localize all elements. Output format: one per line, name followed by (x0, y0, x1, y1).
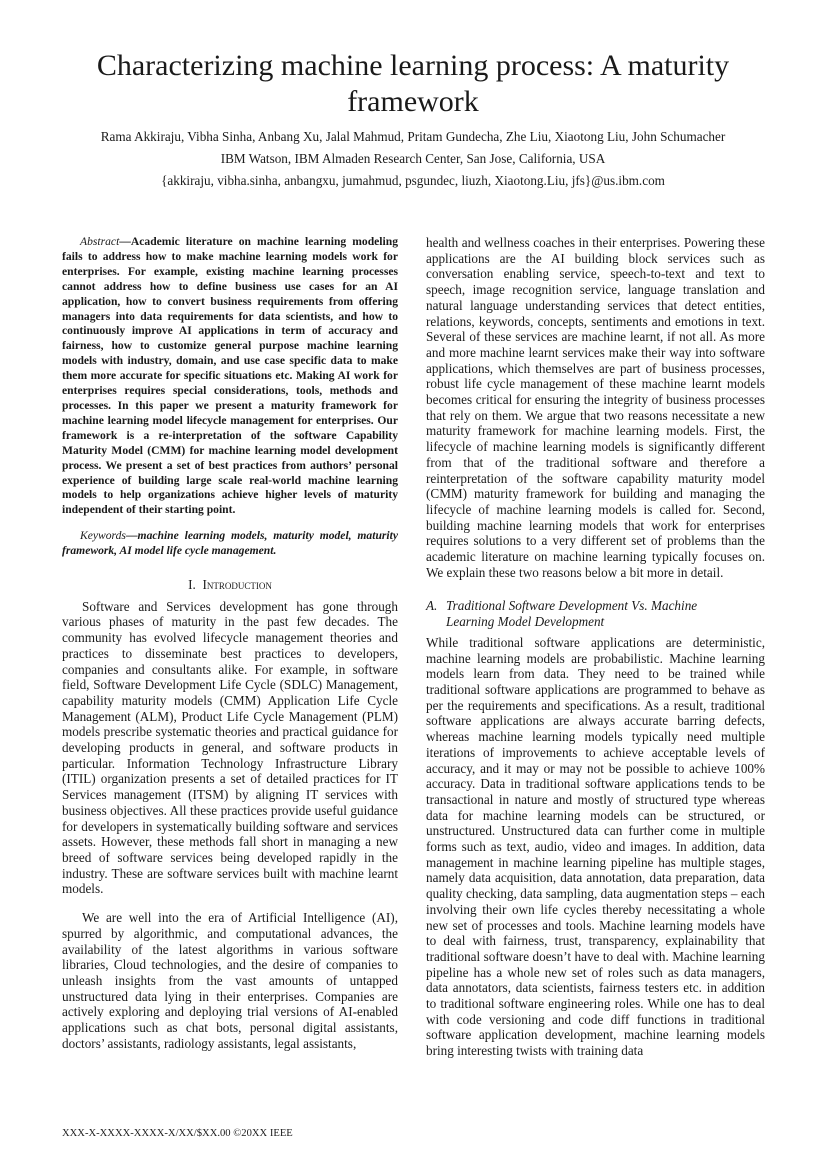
subsection-a-paragraph: While traditional software applications are deterministic, machine learning models are probabilistic. Machine learning models learn from data. They need to be trained while traditional software applications are programmed to behave as per the requirements and specifications. As a result, traditional software applications are always accurate barring defects, whereas machine learning models typically need multiple iterations of improvements to achieve acceptable levels of accuracy, and it may or may not be possible to achieve 100% accuracy. Data in traditional software applications tends to be transactional in nature and mostly of structured type whereas data for machine learning models can be structured, or unstructured. Unstructured data can further come in multiple forms such as text, audio, video and images. In addition, data management in machine learning pipeline has multiple stages, namely data acquisition, data annotation, data preparation, data quality checking, data sampling, data augmentation steps – each involving their own life cycles thereby necessitating a whole new set of processes and tools. Machine learning models have to deal with fairness, trust, transparency, explainability that traditional software doesn’t have to deal with. Machine learning pipeline has a whole new set of roles such as data managers, data annotators, data scientists, fairness testers etc. in addition to traditional software engineering roles. While one has to deal with code versioning and code diff functions in traditional software application development, machine learning models bring interesting twists with training data (426, 634, 765, 1059)
intro-paragraph-2: We are well into the era of Artificial Intelligence (AI), spurred by algorithmic, and computational advances, the availability of the latest algorithms in various software libraries, Cloud technologies, and the desire of companies to unleash insights from the vast amounts of untapped unstructured data lying in their enterprises. Companies are actively exploring and deploying trial versions of AI-enabled applications such as chat bots, personal digital assistants, doctors’ assistants, radiology assistants, legal assistants, (62, 910, 398, 1051)
affiliation: IBM Watson, IBM Almaden Research Center, San Jose, California, USA (220, 151, 606, 166)
abstract (62, 235, 398, 518)
intro-paragraph-2-continued: health and wellness coaches in their enterprises. Powering these applications are the AI building block services such as conversation enabling service, speech-to-text and text to speech, image recognition service, language translation and natural language understanding services that detect entities, relations, keywords, concepts, sentiments and emotions in text. Several of these services are machine learnt, if not all. As more and more machine learnt services make their way into software applications, which themselves are part of business processes, robust life cycle management of these machine learnt models becomes critical for ensuring the integrity of business processes that rely on them. We argue that two reasons necessitate a new maturity framework for machine learning models. First, the lifecycle of machine learning models is significantly different from that of the traditional software and therefore a reinterpretation of the software capability maturity model (CMM) maturity framework for building and managing the lifecycle of machine learning models is called for. Second, building machine learning models that work for enterprises requires solutions to a very different set of problems than the academic literature on machine learning typically focuses on. We explain these two reasons below a bit more in detail. (426, 235, 765, 580)
author-emails: {akkiraju, vibha.sinha, anbangxu, jumahmud, psgundec, liuzh, Xiaotong.Liu, jfs}@us.ibm.com (161, 173, 665, 188)
left-column (62, 235, 398, 1051)
subsection-title-line2: Learning Model Development (446, 614, 605, 630)
paper-title: Characterizing machine learning process: A maturity framework (96, 49, 730, 118)
keywords (62, 529, 398, 559)
abstract-text: —Academic literature on machine learning modeling fails to address how to make machine learning models work for enterprises. For example, existing machine learning processes cannot address how to define business use cases for an AI application, how to convert business requirements from offering managers into data requirements for data scientists, and how to continuously improve AI applications in term of accuracy and fairness, how to customize general purpose machine learning models with industry, domain, and use case specific data to make them more accurate for specific situations etc. Making AI work for enterprises requires special considerations, tools, methods and processes. In this paper we present a maturity framework for machine learning model lifecycle management for enterprises. Our framework is a re-interpretation of the software Capability Maturity Model (CMM) for machine learning model development process. We present a set of best practices from authors’ personal experience of building large scale real-world machine learning models to help organizations achieve higher levels of maturity independent of their starting point. (62, 235, 398, 517)
right-column (426, 235, 765, 1059)
section-numeral: I. (188, 577, 196, 593)
copyright-footer: XXX-X-XXXX-XXXX-X/XX/$XX.00 ©20XX IEEE (62, 1128, 293, 1139)
subsection-letter: A. (426, 598, 438, 614)
subsection-title-line1: Traditional Software Development Vs. Machine (446, 598, 698, 614)
section-heading-introduction (62, 577, 398, 593)
author-list: Rama Akkiraju, Vibha Sinha, Anbang Xu, Jalal Mahmud, Pritam Gundecha, Zhe Liu, Xiaotong Liu, John Schumacher (100, 129, 726, 144)
section-title: Introduction (202, 577, 272, 593)
abstract-lead: Abstract (80, 235, 120, 248)
keywords-lead: Keywords (80, 529, 126, 543)
subsection-heading-a (426, 598, 765, 629)
keywords-text: —machine learning models, maturity model, maturity framework, AI model life cycle management. (62, 529, 398, 558)
intro-paragraph-1: Software and Services development has gone through various phases of maturity in the past few decades. The community has evolved lifecycle management theories and practices to disseminate best practices to developers, companies and consultants alike. For example, in software field, Software Development Life Cycle (SDLC) Management, capability maturity models (CMM) Application Life Cycle Management (ALM), Product Life Cycle Management (PLM) models prescribe systematic theories and practical guidance for developing products in general, and software products in particular. Information Technology Infrastructure Library (ITIL) organization presents a set of detailed practices for IT Services management (ITSM) by aligning IT services with business objectives. All these practices provide useful guidance for developers in systematically building software and services assets. However, these methods fall short in managing a new breed of software services being developed rapidly in the industry. These are software services built with machine learnt models. (62, 598, 398, 897)
